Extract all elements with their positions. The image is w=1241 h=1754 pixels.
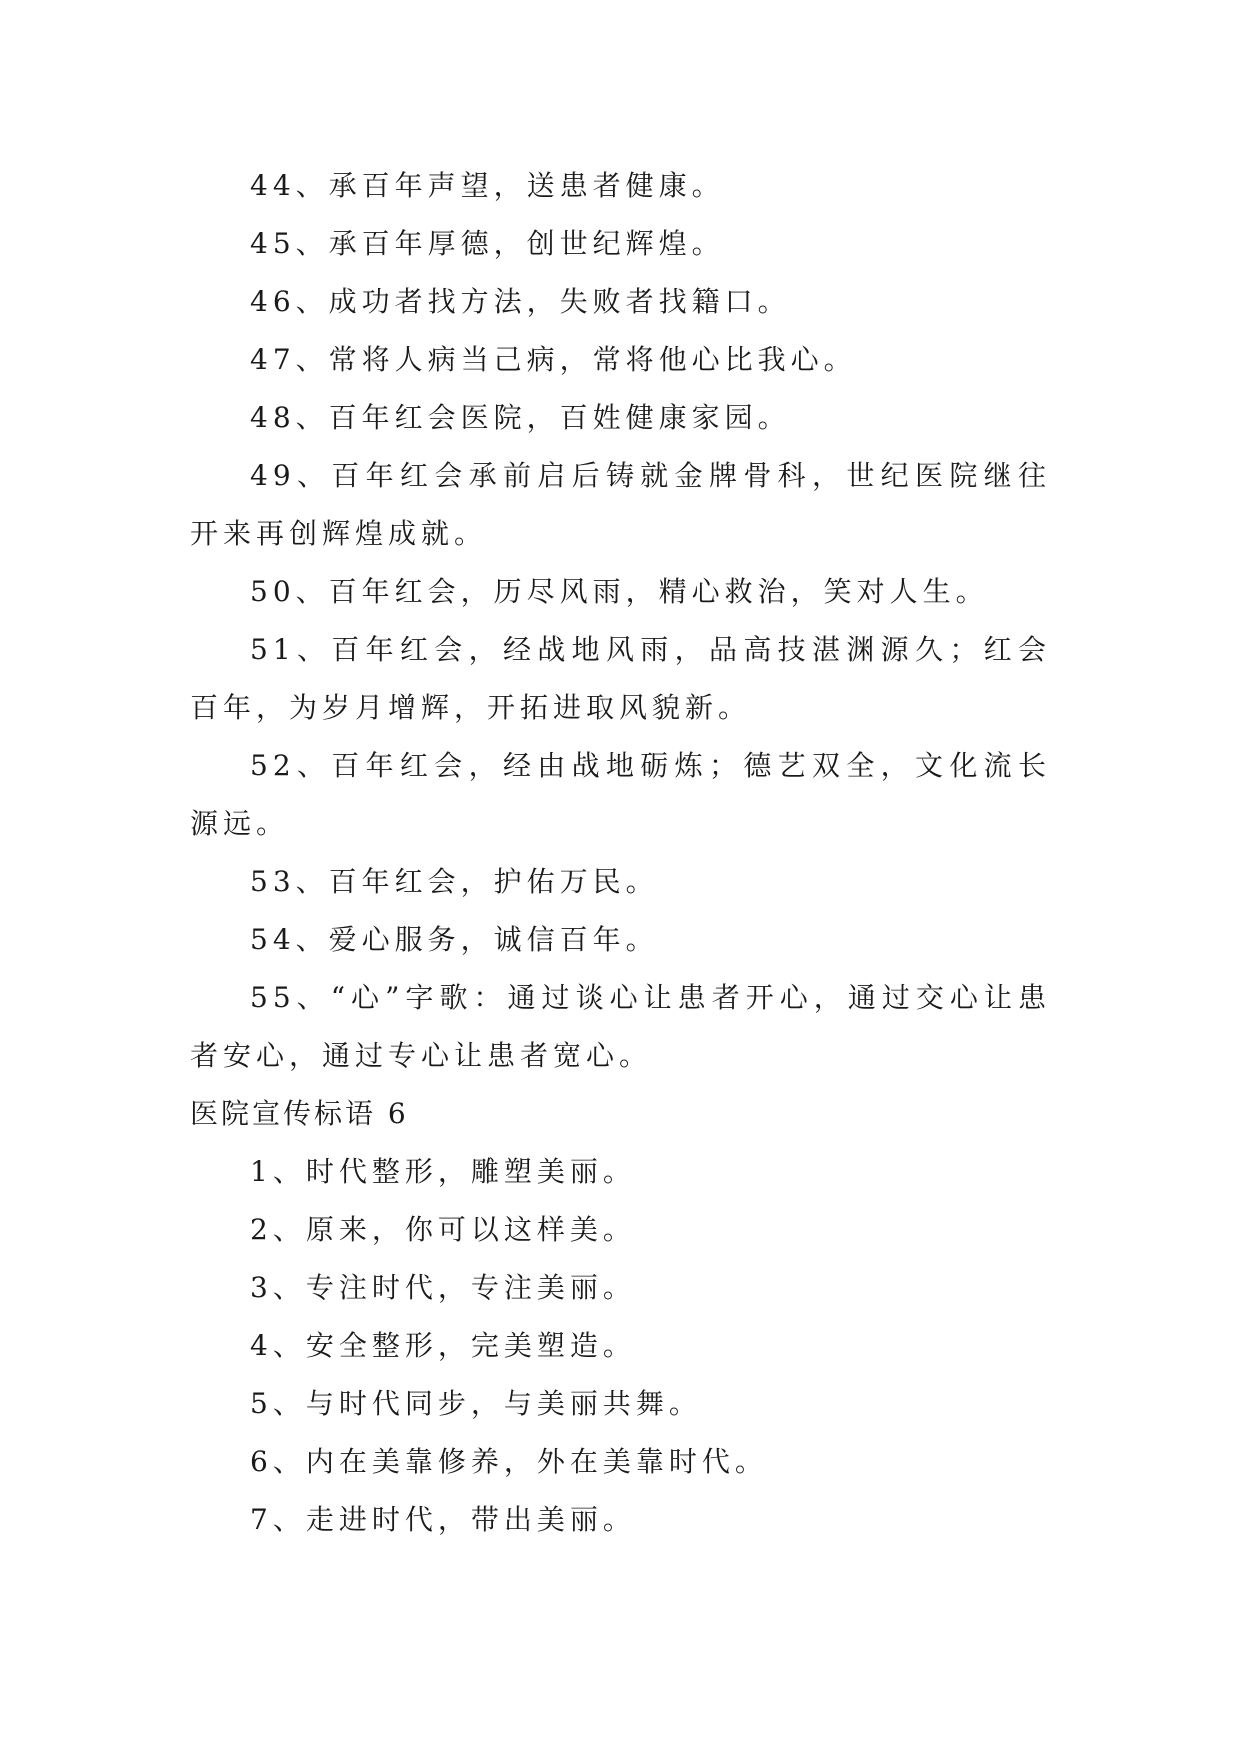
slogan-4: 4、安全整形，完美塑造。 xyxy=(250,1329,636,1362)
slogan-5: 5、与时代同步，与美丽共舞。 xyxy=(250,1387,702,1420)
slogan-51: 51、百年红会，经战地风雨，品高技湛渊源久；红会百年，为岁月增辉，开拓进取风貌新。 xyxy=(190,633,1051,724)
slogan-47: 47、常将人病当己病，常将他心比我心。 xyxy=(250,343,857,376)
slogan-52: 52、百年红会，经由战地砺炼；德艺双全，文化流长源远。 xyxy=(190,749,1051,840)
section-heading: 医院宣传标语 6 xyxy=(190,1097,409,1130)
slogan-48: 48、百年红会医院，百姓健康家园。 xyxy=(250,401,791,434)
slogan-49: 49、百年红会承前启后铸就金牌骨科，世纪医院继往开来再创辉煌成就。 xyxy=(190,459,1051,550)
slogan-3: 3、专注时代，专注美丽。 xyxy=(250,1271,636,1304)
slogan-53: 53、百年红会，护佑万民。 xyxy=(250,865,659,898)
slogan-2: 2、原来，你可以这样美。 xyxy=(250,1213,636,1246)
slogan-50: 50、百年红会，历尽风雨，精心救治，笑对人生。 xyxy=(250,575,989,608)
slogan-6: 6、内在美靠修养，外在美靠时代。 xyxy=(250,1445,768,1478)
slogan-46: 46、成功者找方法，失败者找籍口。 xyxy=(250,285,791,318)
slogan-54: 54、爱心服务，诚信百年。 xyxy=(250,923,659,956)
slogan-7: 7、走进时代，带出美丽。 xyxy=(250,1503,636,1536)
slogan-44: 44、承百年声望，送患者健康。 xyxy=(250,169,725,202)
slogan-55: 55、“心”字歌：通过谈心让患者开心，通过交心让患者安心，通过专心让患者宽心。 xyxy=(190,981,1051,1072)
slogan-45: 45、承百年厚德，创世纪辉煌。 xyxy=(250,227,725,260)
slogan-1: 1、时代整形，雕塑美丽。 xyxy=(250,1155,636,1188)
